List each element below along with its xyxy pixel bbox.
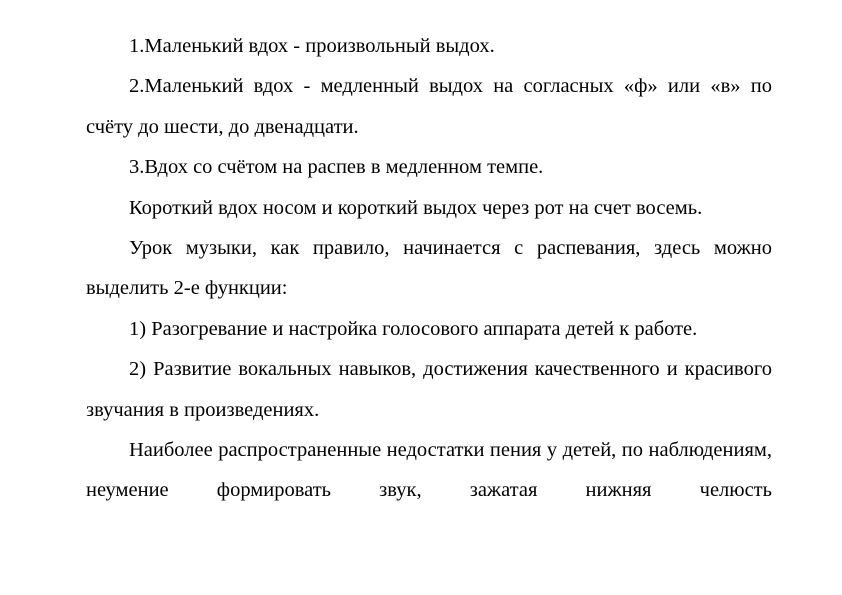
paragraph-breathing-exercise-2: 2.Маленький вдох - медленный выдох на согласных «ф» или «в» по счёту до шести, до двенадцати.: [86, 75, 772, 138]
paragraph-function-1: 1) Разогревание и настройка голосового аппарата детей к работе.: [129, 317, 698, 340]
paragraph-singing-shortcomings: Наиболее распространенные недостатки пения у детей, по наблюдениям, неумение формировать звук, зажатая нижняя челюсть: [86, 439, 772, 502]
paragraph-function-2: 2) Развитие вокальных навыков, достижения качественного и красивого звучания в произведениях.: [86, 358, 772, 421]
paragraph-breathing-exercise-3: 3.Вдох со счётом на распев в медленном темпе.: [129, 156, 544, 179]
paragraph-short-breath: Короткий вдох носом и короткий выдох через рот на счет восемь.: [129, 196, 703, 219]
document-body: [86, 26, 772, 511]
paragraph-lesson-intro: Урок музыки, как правило, начинается с распевания, здесь можно выделить 2-е функции:: [86, 237, 772, 300]
paragraph-breathing-exercise-1: 1.Маленький вдох - произвольный выдох.: [129, 35, 495, 57]
